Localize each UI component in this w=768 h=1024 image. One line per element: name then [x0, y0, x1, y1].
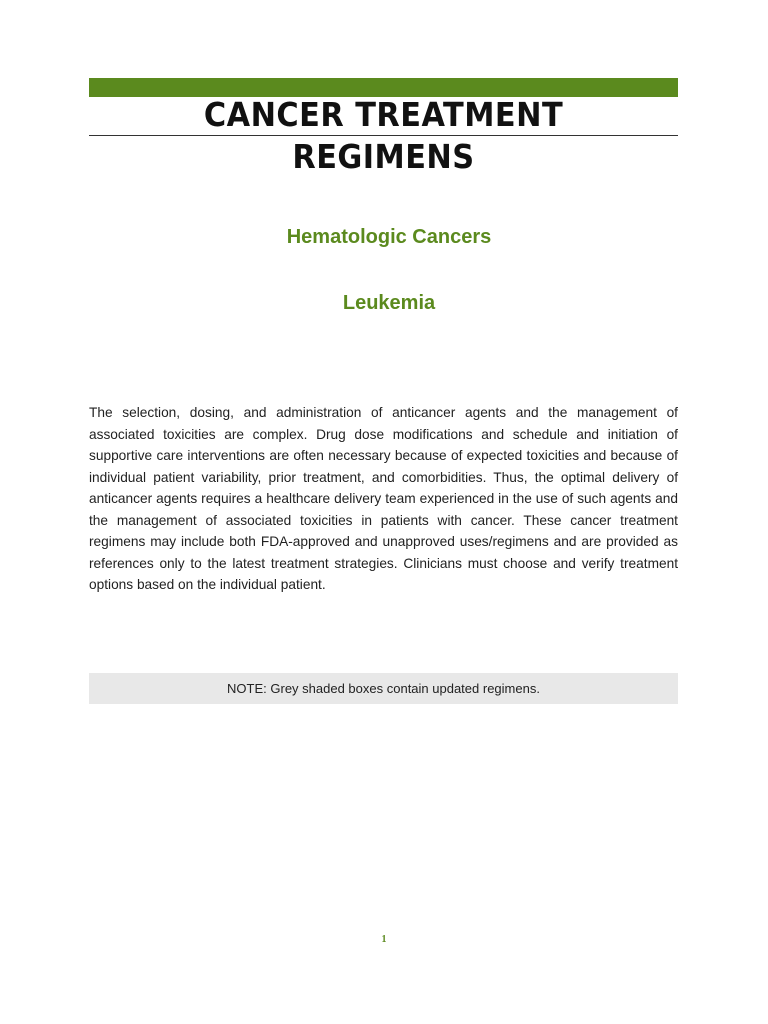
note-text: NOTE: Grey shaded boxes contain updated regimens. — [227, 681, 540, 696]
page-number: 1 — [381, 934, 387, 945]
section-heading: Hematologic Cancers — [286, 226, 492, 248]
note-box — [89, 673, 678, 704]
page-title: CANCER TREATMENT REGIMENS — [203, 95, 564, 176]
title-divider — [89, 135, 678, 136]
subsection-heading: Leukemia — [342, 292, 436, 314]
intro-paragraph: The selection, dosing, and administration of anticancer agents and the management of associated toxicities are complex. Drug dose modifications and schedule and initiation of supportive care interventions are often necessary because of expected toxicities and because of individual patient variability, prior treatment, and comorbidities. Thus, the optimal delivery of anticancer agents requires a healthcare delivery team experienced in the use of such agents and the management of associated toxicities in patients with cancer. These cancer treatment regimens may include both FDA-approved and unapproved uses/regimens and are provided as references only to the latest treatment strategies. Clinicians must choose and verify treatment options based on the individual patient. — [89, 405, 678, 592]
